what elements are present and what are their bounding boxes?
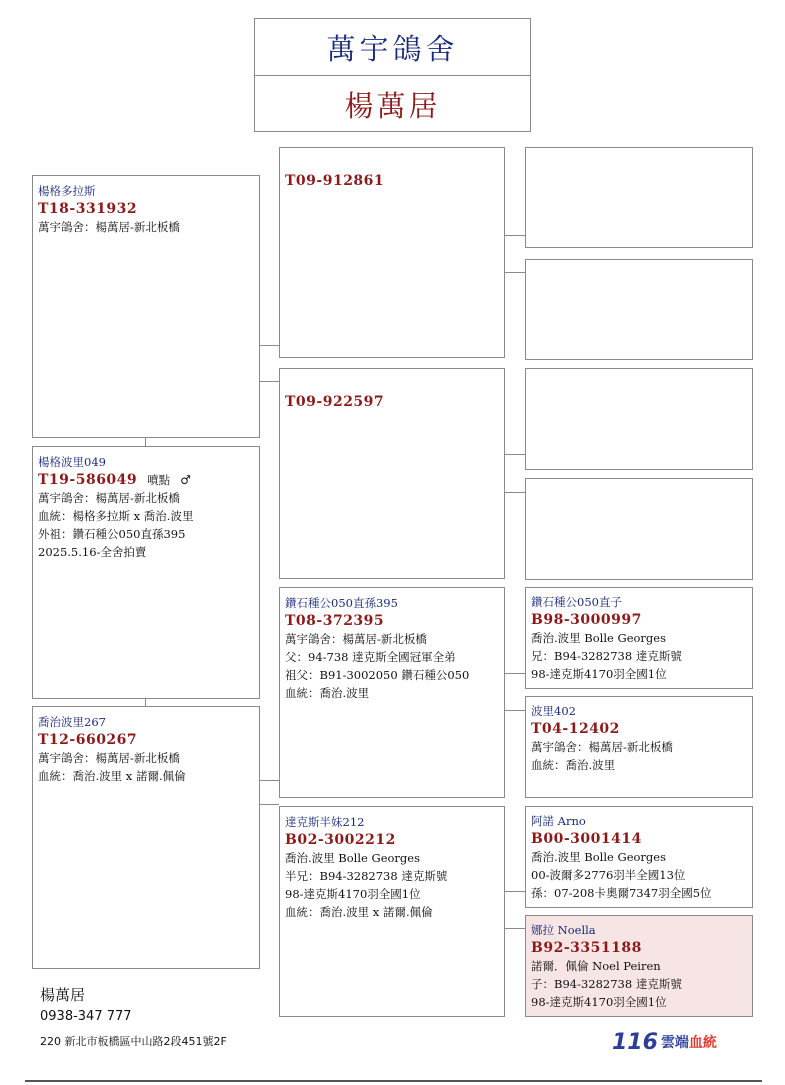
gen3-card-3[interactable] xyxy=(525,368,753,470)
footer-owner-name: 楊萬居 xyxy=(40,986,86,1004)
ring-number: T04-12402 xyxy=(531,721,620,737)
gen3-card-7[interactable] xyxy=(525,806,753,908)
info-line: 喬治.波里 Bolle Georges xyxy=(531,850,666,864)
info-line: 喬治.波里 Bolle Georges xyxy=(531,631,666,645)
info-line: 兄：B94-3282738 達克斯號 xyxy=(531,649,682,663)
info-line: 血統：喬治.波里 xyxy=(285,686,370,700)
subject-card[interactable] xyxy=(32,446,260,699)
bird-name: 娜拉 Noella xyxy=(531,923,596,937)
sire-dam-card[interactable] xyxy=(279,368,505,579)
ring-text: T19-586049 xyxy=(38,472,138,488)
ring-number: T09-922597 xyxy=(285,394,385,410)
info-line: 血統：喬治.波里 x 諾爾.佩倫 xyxy=(38,769,186,783)
logo-text xyxy=(661,1032,717,1055)
ring-number: T08-372395 xyxy=(285,613,385,629)
connector xyxy=(145,438,146,446)
dam-dam-card[interactable] xyxy=(279,806,505,1017)
connector xyxy=(505,710,525,711)
info-line: 喬治.波里 Bolle Georges xyxy=(285,851,420,865)
logo-text-b: 血統 xyxy=(688,1035,717,1051)
bottom-rule xyxy=(25,1080,762,1082)
connector xyxy=(505,891,525,892)
info-line: 00-波爾多2776羽半全國13位 xyxy=(531,868,686,882)
gen3-card-5[interactable] xyxy=(525,587,753,689)
bird-name: 楊格波里049 xyxy=(38,455,106,469)
info-line: 血統：喬治.波里 xyxy=(531,758,616,772)
info-line: 2025.5.16-全舍拍賣 xyxy=(38,545,147,559)
connector xyxy=(505,235,525,236)
bird-name: 阿諾 Arno xyxy=(531,814,586,828)
bird-name: 鑽石種公050直孫395 xyxy=(285,596,398,610)
connector xyxy=(260,804,279,805)
ring-number: B98-3000997 xyxy=(531,612,642,628)
info-line: 98-達克斯4170羽全國1位 xyxy=(285,887,421,901)
dam-card[interactable] xyxy=(32,706,260,969)
loft-title: 萬宇鴿舍 xyxy=(255,19,530,76)
bird-name: 達克斯半妹212 xyxy=(285,815,365,829)
connector xyxy=(505,454,525,455)
dam-sire-card[interactable] xyxy=(279,587,505,798)
male-icon: ♂ xyxy=(180,473,192,487)
ring-number: B02-3002212 xyxy=(285,832,396,848)
sire-card[interactable] xyxy=(32,175,260,438)
gen3-card-8[interactable] xyxy=(525,915,753,1017)
footer-address: 220 新北市板橋區中山路2段451號2F xyxy=(40,1035,227,1048)
footer-phone: 0938-347 777 xyxy=(40,1009,132,1024)
logo-text-a: 雲端 xyxy=(660,1035,689,1051)
info-line: 祖父：B91-3002050 鑽石種公050 xyxy=(285,668,470,682)
info-line: 半兄：B94-3282738 達克斯號 xyxy=(285,869,448,883)
info-line: 98-達克斯4170羽全國1位 xyxy=(531,995,667,1009)
cloud-pedigree-logo xyxy=(612,1030,717,1055)
info-line: 外祖：鑽石種公050直孫395 xyxy=(38,527,186,541)
info-line: 萬宇鴿舍：楊萬居-新北板橋 xyxy=(285,632,427,646)
connector xyxy=(260,780,279,781)
info-line: 孫：07-208卡奧爾7347羽全國5位 xyxy=(531,886,712,900)
gen3-card-1[interactable] xyxy=(525,147,753,248)
connector xyxy=(145,699,146,706)
bird-name: 楊格多拉斯 xyxy=(38,184,96,198)
info-line: 血統：楊格多拉斯 x 喬治.波里 xyxy=(38,509,194,523)
gen3-card-6[interactable] xyxy=(525,696,753,798)
info-line: 子：B94-3282738 達克斯號 xyxy=(531,977,682,991)
ring-number: B00-3001414 xyxy=(531,831,642,847)
ring-number: T18-331932 xyxy=(38,201,138,217)
ring-number xyxy=(38,471,259,489)
ring-number: T09-912861 xyxy=(285,173,385,189)
logo-number: 116 xyxy=(612,1030,658,1055)
ring-number: B92-3351188 xyxy=(531,940,642,956)
gen3-card-4[interactable] xyxy=(525,478,753,580)
connector xyxy=(505,272,525,273)
ring-number: T12-660267 xyxy=(38,732,138,748)
pedigree-header xyxy=(254,18,531,132)
info-line: 萬宇鴿舍：楊萬居-新北板橋 xyxy=(531,740,673,754)
info-line: 萬宇鴿舍：楊萬居-新北板橋 xyxy=(38,220,180,234)
info-line: 萬宇鴿舍：楊萬居-新北板橋 xyxy=(38,751,180,765)
info-line: 父：94-738 達克斯全國冠軍全弟 xyxy=(285,650,456,664)
info-line: 諾爾．佩倫 Noel Peiren xyxy=(531,959,661,973)
connector xyxy=(260,345,279,346)
connector xyxy=(505,673,525,674)
info-line: 98-達克斯4170羽全國1位 xyxy=(531,667,667,681)
gen3-card-2[interactable] xyxy=(525,259,753,360)
bird-name: 波里402 xyxy=(531,704,576,718)
owner-title: 楊萬居 xyxy=(344,89,441,123)
info-line: 血統：喬治.波里 x 諾爾.佩倫 xyxy=(285,905,433,919)
info-line: 萬宇鴿舍：楊萬居-新北板橋 xyxy=(38,491,180,505)
bird-name: 喬治波里267 xyxy=(38,715,106,729)
color-label: 噴點 xyxy=(147,473,171,487)
sire-sire-card[interactable] xyxy=(279,147,505,358)
connector xyxy=(260,381,279,382)
bird-name: 鑽石種公050直子 xyxy=(531,595,622,609)
connector xyxy=(505,928,525,929)
connector xyxy=(505,492,525,493)
